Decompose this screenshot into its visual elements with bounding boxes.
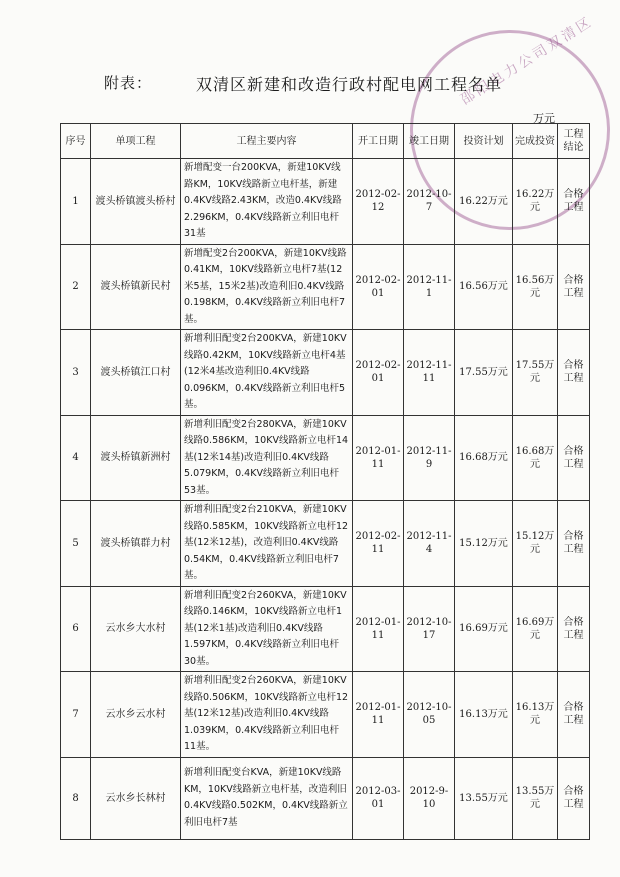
cell-project: 渡头桥镇渡头桥村 [91,159,181,245]
header-start-date: 开工日期 [353,124,404,159]
cell-project: 云水乡大水村 [91,586,181,672]
cell-completed-investment: 16.69万元 [513,586,558,672]
cell-investment-plan: 16.68万元 [455,415,513,501]
cell-conclusion: 合格工程 [558,501,590,587]
cell-seq: 1 [61,159,91,245]
cell-content: 新增利旧配变台KVA，新建10KV线路KM，10KV线路新立电杆基，改造利旧0.4KV线路0.502KM，0.4KV线路新立利旧电杆7基 [181,757,353,839]
cell-investment-plan: 16.56万元 [455,244,513,330]
cell-end-date: 2012-10-05 [404,672,455,758]
cell-content: 新增利旧配变2台280KVA，新建10KV线路0.586KM，10KV线路新立电杆14基(12米14基)改造利旧0.4KV线路5.079KM，0.4KV线路新立利旧电杆53基。 [181,415,353,501]
cell-project: 云水乡云水村 [91,672,181,758]
cell-completed-investment: 16.56万元 [513,244,558,330]
cell-project: 云水乡长林村 [91,757,181,839]
cell-start-date: 2012-01-11 [353,415,404,501]
header-completed-investment: 完成投资 [513,124,558,159]
cell-seq: 2 [61,244,91,330]
cell-start-date: 2012-02-01 [353,244,404,330]
cell-investment-plan: 16.13万元 [455,672,513,758]
attachment-label: 附表： [104,74,153,92]
cell-conclusion: 合格工程 [558,415,590,501]
cell-project: 渡头桥镇江口村 [91,330,181,416]
cell-investment-plan: 16.22万元 [455,159,513,245]
cell-end-date: 2012-11-9 [404,415,455,501]
cell-seq: 4 [61,415,91,501]
cell-content: 新增配变2台200KVA，新建10KV线路0.41KM，10KV线路新立电杆7基(12米5基，15米2基)改造利旧0.4KV线路0.198KM，0.4KV线路新立利旧电杆7基。 [181,244,353,330]
cell-end-date: 2012-9-10 [404,757,455,839]
header-investment-plan: 投资计划 [455,124,513,159]
document-title: 双清区新建和改造行政村配电网工程名单 [196,75,503,94]
cell-seq: 8 [61,757,91,839]
cell-end-date: 2012-10-17 [404,586,455,672]
cell-end-date: 2012-11-4 [404,501,455,587]
header-project: 单项工程 [91,124,181,159]
cell-seq: 3 [61,330,91,416]
cell-completed-investment: 16.22万元 [513,159,558,245]
cell-conclusion: 合格工程 [558,330,590,416]
cell-investment-plan: 17.55万元 [455,330,513,416]
cell-completed-investment: 16.68万元 [513,415,558,501]
cell-investment-plan: 15.12万元 [455,501,513,587]
cell-seq: 5 [61,501,91,587]
cell-conclusion: 合格工程 [558,159,590,245]
cell-completed-investment: 16.13万元 [513,672,558,758]
cell-conclusion: 合格工程 [558,757,590,839]
table-row [61,159,590,245]
table-row [61,415,590,501]
cell-start-date: 2012-01-11 [353,586,404,672]
cell-conclusion: 合格工程 [558,672,590,758]
table-row [61,586,590,672]
cell-investment-plan: 16.69万元 [455,586,513,672]
project-table [60,123,590,840]
cell-project: 渡头桥镇群力村 [91,501,181,587]
cell-content: 新增利旧配变2台260KVA，新建10KV线路0.146KM，10KV线路新立电杆1基(12米1基)改造利旧0.4KV线路1.597KM，0.4KV线路新立利旧电杆30基。 [181,586,353,672]
cell-end-date: 2012-10-7 [404,159,455,245]
table-row [61,501,590,587]
table-row [61,244,590,330]
cell-start-date: 2012-01-11 [353,672,404,758]
cell-content: 新增利旧配变2台210KVA，新建10KV线路0.585KM，10KV线路新立电杆12基(12米12基)，改造利旧0.4KV线路0.54KM，0.4KV线路新立利旧电杆7基。 [181,501,353,587]
cell-conclusion: 合格工程 [558,244,590,330]
cell-completed-investment: 17.55万元 [513,330,558,416]
header-content: 工程主要内容 [181,124,353,159]
header-end-date: 竣工日期 [404,124,455,159]
cell-content: 新增利旧配变2台260KVA，新建10KV线路0.506KM，10KV线路新立电杆12基(12米12基)改造利旧0.4KV线路1.039KM，0.4KV线路新立利旧电杆11基。 [181,672,353,758]
cell-end-date: 2012-11-1 [404,244,455,330]
header-seq: 序号 [61,124,91,159]
cell-start-date: 2012-02-01 [353,330,404,416]
cell-completed-investment: 13.55万元 [513,757,558,839]
cell-project: 渡头桥镇新民村 [91,244,181,330]
seal-text: 邵阳电力公司双清区 [457,13,597,109]
cell-seq: 6 [61,586,91,672]
cell-start-date: 2012-02-12 [353,159,404,245]
unit-label: 万元 [533,112,555,125]
cell-content: 新增配变一台200KVA，新建10KV线路KM，10KV线路新立电杆基，新建0.4KV线路2.43KM，改造0.4KV线路2.296KM，0.4KV线路新立利旧电杆31基 [181,159,353,245]
table-header-row [61,124,590,159]
cell-conclusion: 合格工程 [558,586,590,672]
cell-start-date: 2012-02-11 [353,501,404,587]
cell-end-date: 2012-11-11 [404,330,455,416]
cell-start-date: 2012-03-01 [353,757,404,839]
cell-content: 新增利旧配变2台200KVA，新建10KV线路0.42KM，10KV线路新立电杆4基(12米4基改造利旧0.4KV线路0.096KM，0.4KV线路新立利旧电杆5基。 [181,330,353,416]
table-row [61,672,590,758]
cell-investment-plan: 13.55万元 [455,757,513,839]
cell-project: 渡头桥镇新洲村 [91,415,181,501]
cell-seq: 7 [61,672,91,758]
table-row [61,330,590,416]
cell-completed-investment: 15.12万元 [513,501,558,587]
table-row [61,757,590,839]
header-conclusion: 工程结论 [558,124,590,159]
